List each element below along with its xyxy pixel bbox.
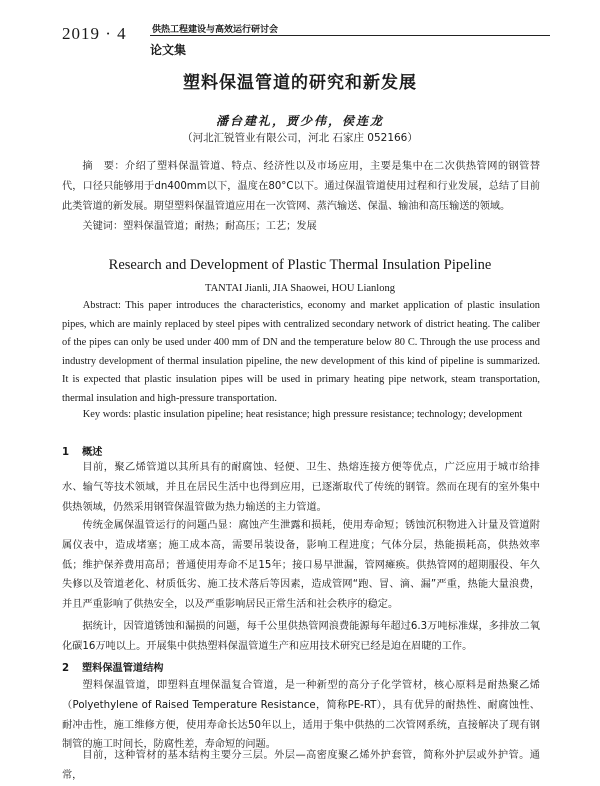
abstract-cn-text: 介绍了塑料保温管道、特点、经济性以及市场应用，主要是集中在二次供热管网的钢管替代，口径只能够用于dn400mm以下，温度在80°C以下。通过保温管道使用过程和行业发展，总结了目前此类管道的新发展。期望塑料保温管道应用在一次管网、蒸汽输送、保温、输油和高压输送的领域。: [62, 161, 541, 212]
section-2-paragraph-1: 塑料保温管道，即塑料直埋保温复合管道，是一种新型的高分子化学管材，核心原料是耐热聚乙烯（Polyethylene of Raised Temperature Resistance，简称PE-RT），具有优异的耐热性、耐腐蚀性、耐冲击性，施工维修方便，使用寿命长达50年以上，适用于集中供热的二次管网系统，直接解决了现有钢制管的施工时间长，防腐性差，寿命短的问题。: [62, 680, 540, 751]
paper-title-cn: 塑料保温管道的研究和新发展: [183, 73, 417, 93]
keywords-en: [62, 409, 540, 420]
authors-cn: 潘台建礼，贾少伟，侯连龙: [215, 114, 384, 128]
section-1-paragraph-3: 据统计，因管道锈蚀和漏损的问题，每千公里供热管网浪费能源每年超过6.3万吨标准煤，多排放二氧化碳16万吨以上。开展集中供热塑料保温管道生产和应用技术研究已经是迫在眉睫的工作。: [62, 621, 540, 652]
section-heading-2: [62, 659, 164, 674]
keywords-cn-text: 塑料保温管道；耐热；耐高压；工艺；发展: [123, 221, 317, 232]
affiliation-cn: （河北汇锐管业有限公司，河北 石家庄 052166）: [182, 132, 418, 144]
paper-title-en: Research and Development of Plastic Thermal Insulation Pipeline: [108, 257, 492, 273]
authors-en: TANTAI Jianli, JIA Shaowei, HOU Lianlong: [205, 283, 395, 294]
section-2-title: 塑料保温管道结构: [82, 663, 164, 674]
section-1-paragraph-1: 目前，聚乙烯管道以其所具有的耐腐蚀、轻便、卫生、热熔连接方便等优点，广泛应用于城市给排水、输气等技术领域，并且在居民生活中也得到应用，已逐渐取代了传统的钢管。然而在现有的室外集中供热领域，仍然采用钢管保温管做为热力输送的主力管道。: [62, 462, 540, 513]
journal-name: 供热工程建设与高效运行研讨会: [152, 25, 279, 35]
keywords-cn: [62, 217, 540, 232]
section-2-paragraph-2: 目前，这种管材的基本结构主要分三层。外层—高密度聚乙烯外护套管，简称外护层或外护管。通常，: [62, 750, 540, 781]
section-1-title: 概述: [82, 447, 103, 458]
section-1-number: 1: [62, 447, 70, 458]
header-rule: [150, 35, 550, 36]
section-1-paragraph-2: 传统金属保温管运行的问题凸显：腐蚀产生泄露和损耗，使用寿命短；锈蚀沉积物进入计量及管道附属仪表中，造成堵塞；施工成本高，需要吊装设备，影响工程进度；气体分层，热能损耗高，供热效率低；维护保养费用高昂；普通使用寿命不足15年；接口易早泄漏，管网瘫痪。供热管网的超期服役、年久失修以及管道老化、材质低劣、施工技术落后等因素，造成管网“跑、冒、滴、漏”严重，热能大量浪费，并且严重影响了供热安全，以及严重影响居民正常生活和社会秩序的稳定。: [62, 520, 540, 611]
abstract-en-text: This paper introduces the characteristics, economy and market application of plastic insulation pipes, which are mainly replaced by steel pipes with centralized secondary network of district heating. The caliber of the pipes can only be used under 400 mm of DN and the temperature below 80 C. Through the use process and industry development of thermal insulation pipeline, the new development of this kind of pipeline is summarized. It is expected that plastic insulation pipes will be used in primary heating pipe network, steam transportation, thermal insulation and high-pressure transportation.: [62, 300, 540, 404]
section-name: 论文集: [150, 43, 187, 57]
abstract-cn: [62, 157, 540, 216]
section-2-number: 2: [62, 663, 70, 674]
section-heading-1: [62, 443, 102, 458]
keywords-en-text: plastic insulation pipeline; heat resistance; high pressure resistance; technology; development: [133, 409, 523, 420]
abstract-en: [62, 297, 540, 409]
abstract-cn-label: 摘 要：: [82, 161, 126, 172]
issue-number: 2019 · 4: [62, 24, 127, 43]
keywords-cn-label: 关键词：: [82, 221, 124, 232]
keywords-en-label: Key words:: [82, 409, 131, 420]
abstract-en-label: Abstract:: [82, 300, 121, 311]
